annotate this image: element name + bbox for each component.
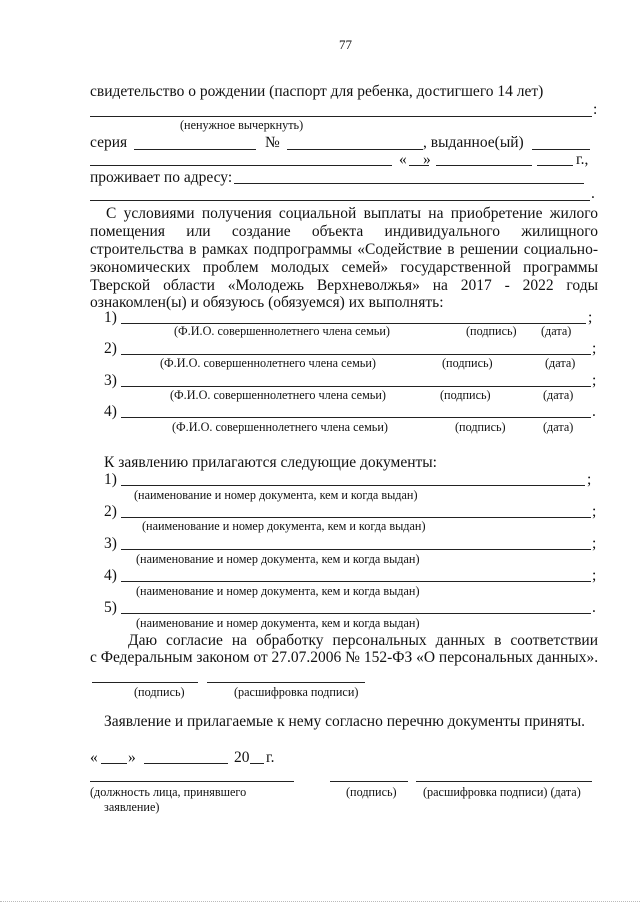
consent-decode-field[interactable] [207,682,365,683]
document-end: . [592,599,596,616]
member-fio-caption: (Ф.И.О. совершеннолетнего члена семьи) [172,420,388,434]
lives-at-label: проживает по адресу: [90,169,233,186]
document-end: ; [592,567,597,584]
official-position-field[interactable] [90,781,294,782]
document-number: 2) [104,503,117,520]
position-caption-line-1: (должность лица, принявшего [90,785,247,799]
document-line[interactable] [121,613,591,614]
acceptance-year-field[interactable] [250,763,264,764]
member-fio-caption: (Ф.И.О. совершеннолетнего члена семьи) [174,324,390,338]
colon: : [593,101,598,118]
member-date-caption: (дата) [543,388,574,402]
member-sign-caption: (подпись) [455,420,506,434]
document-line[interactable] [121,517,591,518]
document-end: ; [587,471,592,488]
member-sign-caption: (подпись) [442,356,493,370]
conditions-line-5: Тверской области «Молодежь Верхневолжья» на 2017 - 2022 годы [90,277,598,294]
page-bottom-edge [0,901,640,902]
issue-year-field[interactable] [537,165,573,166]
period: . [591,185,595,202]
seria-label: серия [90,134,128,151]
member-sign-caption: (подпись) [440,388,491,402]
document-line[interactable] [121,581,591,582]
quote-open: « [399,151,407,168]
year-suffix: г., [576,151,589,168]
number-field[interactable] [287,149,423,150]
document-caption: (наименование и номер документа, кем и когда выдан) [136,616,420,630]
consent-decode-caption: (расшифровка подписи) [234,685,359,699]
consent-sign-field[interactable] [92,682,198,683]
official-sign-caption: (подпись) [346,785,397,799]
acceptance-month-field[interactable] [144,763,228,764]
document-number: 3) [104,535,117,552]
acceptance-year-prefix: 20 [234,749,250,766]
member-end: ; [592,340,597,357]
document-caption: (наименование и номер документа, кем и когда выдан) [136,584,420,598]
official-decode-field[interactable] [416,781,592,782]
document-caption: (наименование и номер документа, кем и когда выдан) [142,519,426,533]
member-end: ; [592,372,597,389]
document-caption: (наименование и номер документа, кем и когда выдан) [136,552,420,566]
quote-close: » [423,151,431,168]
member-fio-caption: (Ф.И.О. совершеннолетнего члена семьи) [170,388,386,402]
number-sign: № [265,134,280,151]
acceptance-text: Заявление и прилагаемые к нему согласно перечню документы приняты. [104,713,586,730]
address-field[interactable] [234,183,584,184]
document-number: 4) [104,567,117,584]
document-end: ; [592,535,597,552]
consent-sign-caption: (подпись) [134,685,185,699]
member-end: ; [588,309,593,326]
member-date-caption: (дата) [543,420,574,434]
issued-label: , выданное(ый) [423,134,524,151]
member-number: 2) [104,340,117,357]
issued-by-field[interactable] [532,149,590,150]
consent-line-1: Даю согласие на обработку персональных данных в соответствии [128,632,598,649]
birth-certificate-label: свидетельство о рождении (паспорт для ребенка, достигшего 14 лет) [90,83,544,100]
conditions-line-2: помещения или создание объекта индивидуального жилищного [90,223,598,240]
member-line[interactable] [121,354,591,355]
document-line[interactable] [121,549,591,550]
consent-line-2: с Федеральным законом от 27.07.2006 № 152-ФЗ «О персональных данных». [90,649,599,666]
issued-by-continued-field[interactable] [90,165,392,166]
member-number: 1) [104,309,117,326]
birth-certificate-field[interactable] [90,116,592,117]
document-caption: (наименование и номер документа, кем и когда выдан) [134,488,418,502]
conditions-line-4: экономических проблем молодых семей» государственной программы [90,259,598,276]
member-sign-caption: (подпись) [466,324,517,338]
member-end: . [592,403,596,420]
document-line[interactable] [121,485,585,486]
member-line[interactable] [121,386,591,387]
acceptance-year-suffix: г. [266,749,275,766]
conditions-line-6: ознакомлен(ы) и обязуюсь (обязуемся) их выполнять: [90,294,444,311]
documents-title: К заявлению прилагаются следующие документы: [104,454,437,471]
cross-out-note: (ненужное вычеркнуть) [180,118,304,132]
member-number: 3) [104,372,117,389]
conditions-line-3: строительства в рамках подпрограммы «Содействие в решении социально- [90,241,598,258]
conditions-line-1: С условиями получения социальной выплаты на приобретение жилого [106,205,598,222]
acceptance-day-field[interactable] [101,763,127,764]
document-number: 1) [104,471,117,488]
official-sign-field[interactable] [330,781,408,782]
position-caption-line-2: заявление) [104,800,160,814]
document-end: ; [592,503,597,520]
acceptance-quote-close: » [128,749,136,766]
member-line[interactable] [121,417,591,418]
address-continued-field[interactable] [90,200,590,201]
member-number: 4) [104,403,117,420]
document-number: 5) [104,599,117,616]
page-number: 77 [339,37,352,52]
member-fio-caption: (Ф.И.О. совершеннолетнего члена семьи) [160,356,376,370]
seria-field[interactable] [134,149,256,150]
member-date-caption: (дата) [541,324,572,338]
issue-month-field[interactable] [436,165,532,166]
official-decode-date-caption: (расшифровка подписи) (дата) [423,785,581,799]
member-date-caption: (дата) [545,356,576,370]
acceptance-quote-open: « [90,749,98,766]
